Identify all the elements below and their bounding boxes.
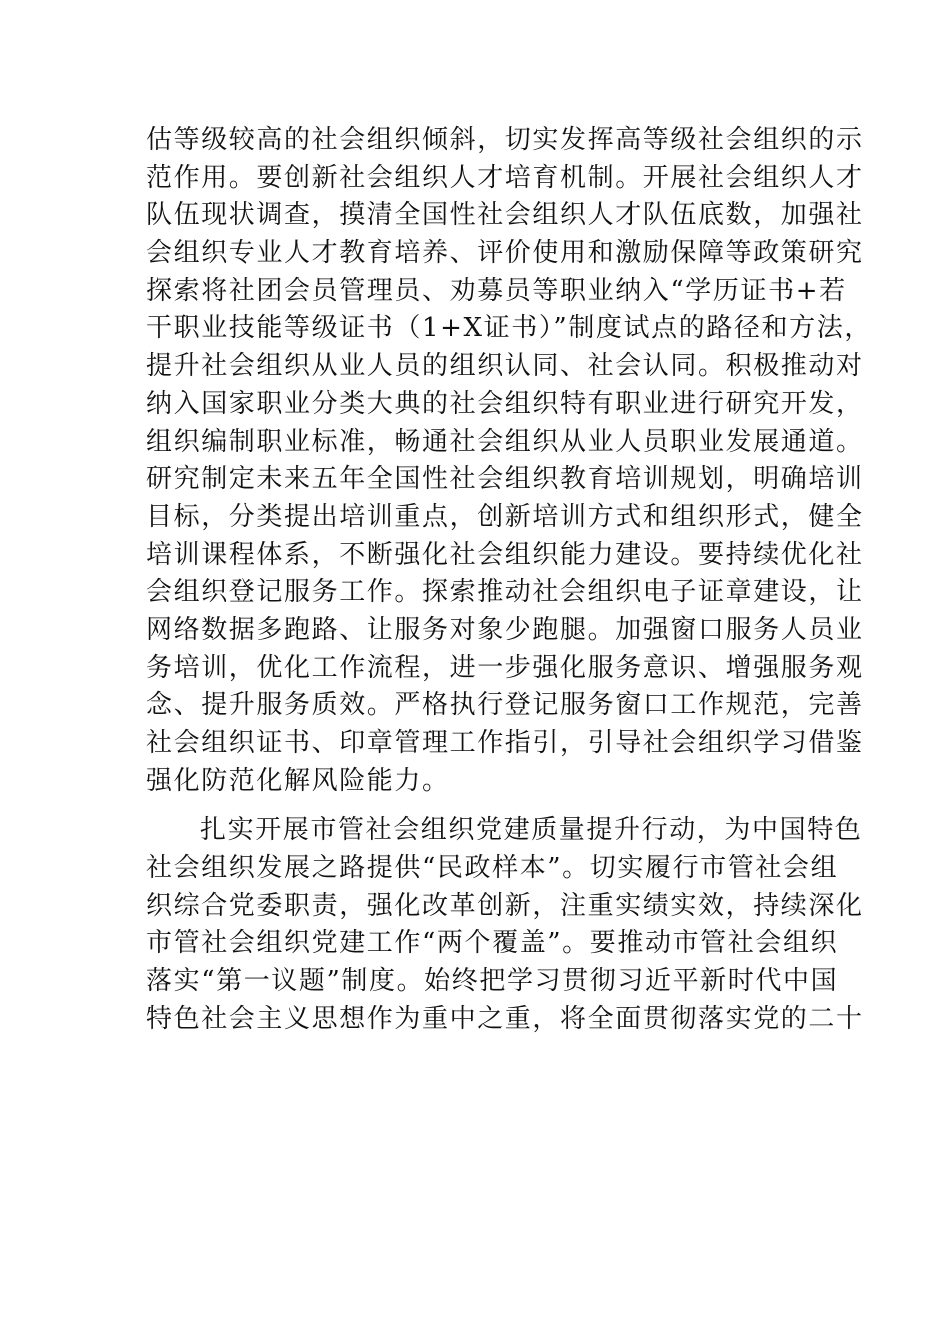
- paragraph-line: 研究制定未来五年全国性社会组织教育培训规划，明确培训: [146, 464, 864, 495]
- paragraph-line: 社会组织证书、印章管理工作指引，引导社会组织学习借鉴: [146, 728, 864, 758]
- paragraph-line: 社会组织发展之路提供“民政样本”。切实履行市管社会组: [146, 853, 839, 884]
- paragraph-spacer: [146, 800, 846, 812]
- paragraph-line: 扎实开展市管社会组织党建质量提升行动，为中国特色: [200, 815, 863, 846]
- paragraph-line: 组织编制职业标准，畅通社会组织从业人员职业发展通道。: [146, 426, 864, 457]
- paragraph-line: 市管社会组织党建工作“两个覆盖”。要推动市管社会组织: [146, 928, 839, 959]
- paragraph-line: 目标，分类提出培训重点，创新培训方式和组织形式，健全: [146, 501, 864, 532]
- paragraph-line: 织综合党委职责，强化改革创新，注重实绩实效，持续深化: [146, 890, 864, 921]
- paragraph-line: 范作用。要创新社会组织人才培育机制。开展社会组织人才: [146, 162, 864, 193]
- paragraph-1: [146, 122, 872, 800]
- paragraph-line: 干职业技能等级证书（1+X证书）”制度试点的路径和方法，: [146, 313, 872, 344]
- paragraph-line: 强化防范化解风险能力。: [146, 765, 450, 796]
- paragraph-2: [146, 812, 864, 1038]
- paragraph-line: 会组织登记服务工作。探索推动社会组织电子证章建设，让: [146, 577, 864, 608]
- paragraph-line: 队伍现状调查，摸清全国性社会组织人才队伍底数，加强社: [146, 200, 864, 231]
- paragraph-line: 估等级较高的社会组织倾斜，切实发挥高等级社会组织的示: [146, 125, 864, 155]
- paragraph-line: 提升社会组织从业人员的组织认同、社会认同。积极推动对: [146, 351, 864, 382]
- paragraph-line: 探索将社团会员管理员、劝募员等职业纳入“学历证书+若: [146, 275, 847, 306]
- document-body: [146, 122, 872, 1039]
- paragraph-line: 培训课程体系，不断强化社会组织能力建设。要持续优化社: [146, 539, 864, 570]
- paragraph-line: 务培训，优化工作流程，进一步强化服务意识、增强服务观: [146, 652, 864, 683]
- paragraph-line: 特色社会主义思想作为重中之重，将全面贯彻落实党的二十: [146, 1003, 864, 1034]
- paragraph-line: 网络数据多跑路、让服务对象少跑腿。加强窗口服务人员业: [146, 614, 864, 645]
- paragraph-line: 会组织专业人才教育培养、评价使用和激励保障等政策研究: [146, 238, 864, 269]
- paragraph-line: 纳入国家职业分类大典的社会组织特有职业进行研究开发，: [146, 388, 864, 419]
- paragraph-line: 念、提升服务质效。严格执行登记服务窗口工作规范，完善: [146, 690, 864, 721]
- paragraph-line: 落实“第一议题”制度。始终把学习贯彻习近平新时代中国: [146, 966, 839, 997]
